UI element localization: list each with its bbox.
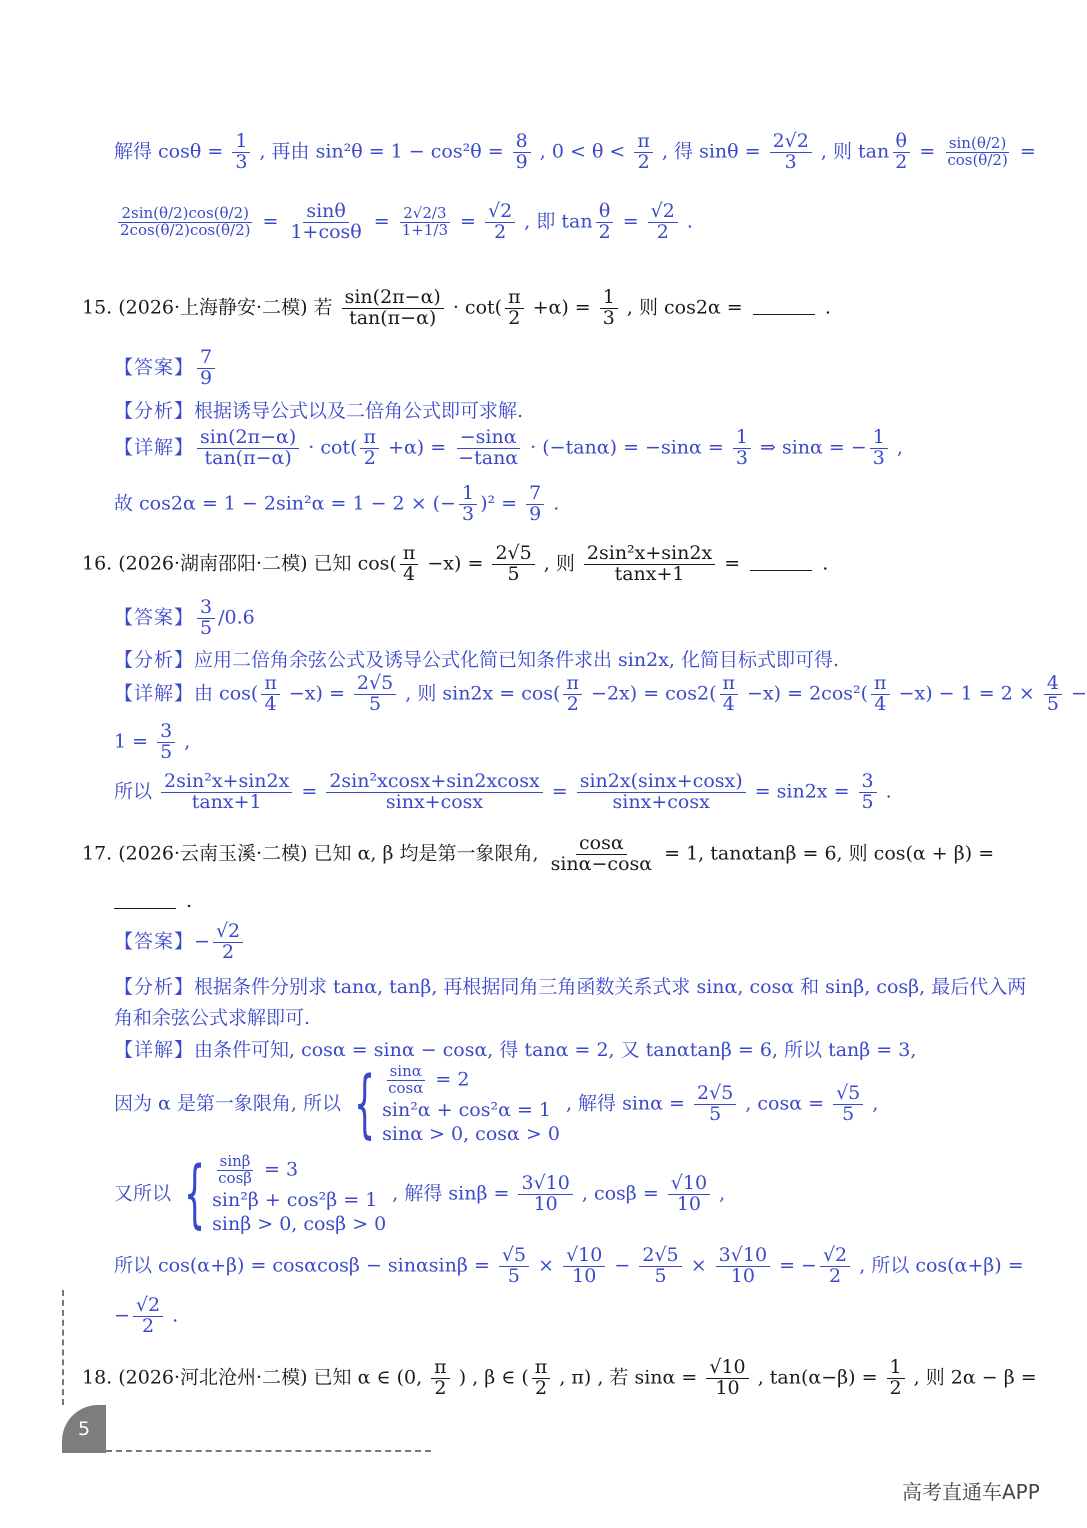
q17-detail-1: 【详解】由条件可知, cosα = sinα − cosα, 得 tanα = 2, 又 tanαtanβ = 6, 所以 tanβ = 3, [114, 1039, 917, 1061]
sol14-line2: $\frac{2\sin(\theta/2)\cos(\theta/2)}{2\cos(\theta/2)\cos(\theta/2)}$ = $\frac{\sin\theta}{1+\cos\theta}$ = $\frac{2√2/3}{1+1/3}$ = $\frac{√2}{2}$ , 即 tan $\frac{\theta}{2}$ = $\frac{√2}{2}$ . [120, 200, 693, 243]
q17-stem-blank: . [114, 890, 1080, 912]
page-border-dashed-vertical [62, 1290, 64, 1405]
q17-answer: 【答案】− $\frac{√2}{2}$ [114, 922, 1080, 963]
q18-stem: 18. (2026·河北沧州·二模) 已知 α ∈ (0, $\frac{\pi}{2}$ ) , β ∈ ( $\frac{\pi}{2}$ , π) , 若 sinα = $\frac{√10}{10}$ , tan(α−β) = $\frac{1}{2}$ , 则 2α − β = [82, 1356, 1037, 1399]
q17-final-2: − $\frac{√2}{2}$ . [114, 1294, 179, 1337]
q17-final-1: 所以 cos(α+β) = cosαcosβ − sinαsinβ = $\frac{√5}{5}$ × $\frac{√10}{10}$ − $\frac{2√5}{5}$ × $\frac{3√10}{10}$ = − $\frac{√2}{2}$ , 所以 cos(α+β) = [114, 1244, 1024, 1287]
q15-answer: 【答案】 $\frac{7}{9}$ [114, 348, 1080, 389]
q15-detail-2: 故 cos2α = 1 − 2sin²α = 1 − 2 × (− $\frac{1}{3}$ )² = $\frac{7}{9}$ . [114, 482, 560, 525]
page-border-dashed-horizontal [106, 1450, 431, 1452]
answer-blank [750, 570, 812, 571]
q17-analysis-2: 角和余弦公式求解即可. [114, 1007, 311, 1029]
q16-detail-3: 所以 $\frac{\text{2sin²x+sin2x}}{\tan x+1}$ = $\frac{\text{2sin²xcosx+sin2xcosx}}{\sin x+\cos x}$ = $\frac{\sin 2x(\sin x+\cos x)}{\sin x+\cos x}$ = sin2x = $\frac{3}{5}$ . [114, 770, 892, 813]
q15-analysis: 【分析】根据诱导公式以及二倍角公式即可求解. [114, 400, 524, 422]
q17-analysis-1: 【分析】根据条件分别求 tanα, tanβ, 再根据同角三角函数关系式求 sinα, cosα 和 sinβ, cosβ, 最后代入两 [114, 976, 1027, 998]
q16-answer: 【答案】 $\frac{3}{5}$ /0.6 [114, 596, 255, 639]
q17-system-2: 又所以 { $\frac{\sin\beta}{\cos\beta}$ = 3 sin²β + cos²β = 1 sinβ > 0, cosβ > 0 , 解得 sinβ = $\frac{3√10}{10}$ , cosβ = $\frac{√10}{10}$ , [114, 1151, 726, 1238]
q16-detail-2: 1 = $\frac{3}{5}$ , [114, 720, 191, 763]
q16-detail-1: 【详解】由 cos( $\frac{\pi}{4}$ −x) = $\frac{2√5}{5}$ , 则 sin2x = cos( $\frac{\pi}{2}$ −2x) = cos2( $\frac{\pi}{4}$ −x) = 2cos²( $\frac{\pi}{4}$ −x) − 1 = 2 × $\frac{4}{5}$ − [114, 672, 1087, 715]
q17-stem: 17. (2026·云南玉溪·二模) 已知 α, β 均是第一象限角, $\frac{\cos\alpha}{\sin\alpha-\cos\alpha}$ = 1, tanαtanβ = 6, 则 cos(α + β) = [82, 832, 995, 875]
answer-blank [114, 908, 176, 909]
q16-analysis: 【分析】应用二倍角余弦公式及诱导公式化简已知条件求出 sin2x, 化简目标式即可得. [114, 649, 840, 671]
q16-stem: 16. (2026·湖南邵阳·二模) 已知 cos( $\frac{\pi}{4}$ −x) = $\frac{2√5}{5}$ , 则 $\frac{\text{2sin²x+sin2x}}{\tan x+1}$ = . [82, 542, 829, 585]
q15-detail-1: 【详解】 $\frac{\sin(2\pi-\alpha)}{\tan(\pi-\alpha)}$ · cot( $\frac{\pi}{2}$ +α) = $\frac{-\sin\alpha}{-\tan\alpha}$ · (−tanα) = −sinα = $\frac{1}{3}$ ⇒ sinα = − $\frac{1}{3}$ , [114, 426, 903, 469]
q17-system-1: 因为 α 是第一象限角, 所以 { $\frac{\sin\alpha}{\cos\alpha}$ = 2 sin²α + cos²α = 1 sinα > 0, cosα > 0 , 解得 sinα = $\frac{2√5}{5}$ , cosα = $\frac{√5}{5}$ , [114, 1061, 879, 1148]
q15-stem: 15. (2026·上海静安·二模) 若 $\frac{\sin(2\pi-\alpha)}{\tan(\pi-\alpha)}$ · cot( $\frac{\pi}{2}$ +α) = $\frac{1}{3}$ , 则 cos2α = . [82, 286, 831, 329]
page-number: 5 [62, 1405, 106, 1453]
answer-blank [753, 314, 815, 315]
watermark: 高考直通车APP [902, 1480, 1040, 1504]
sol14-line1: 解得 cosθ = $\frac{1}{3}$ , 再由 sin²θ = 1 − cos²θ = $\frac{8}{9}$ , 0 < θ < $\frac{\pi}{2}$ , 得 sinθ = $\frac{2√2}{3}$ , 则 tan $\frac{\theta}{2}$ = $\frac{\sin(\theta/2)}{\cos(\theta/2)}$ = [114, 130, 1036, 173]
